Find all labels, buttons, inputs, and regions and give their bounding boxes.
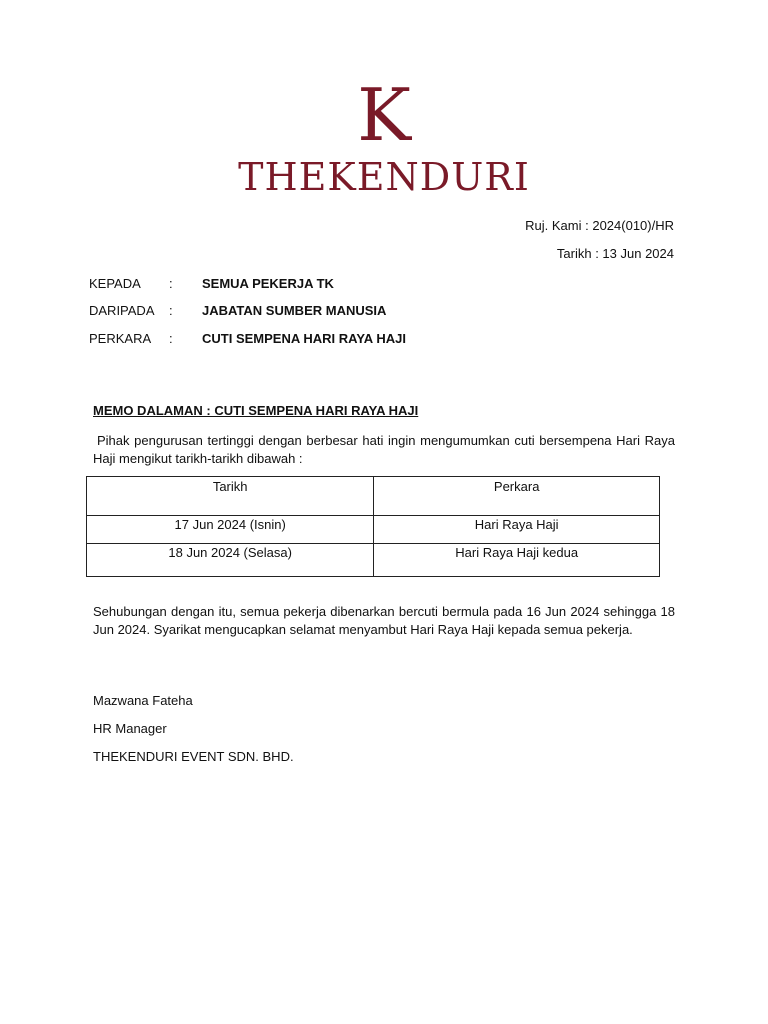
table-row <box>87 516 660 544</box>
field-label: KEPADA <box>89 276 141 291</box>
field-value: CUTI SEMPENA HARI RAYA HAJI <box>202 331 406 346</box>
field-separator: : <box>169 303 173 318</box>
signatory-name: Mazwana Fateha <box>93 693 193 708</box>
table-cell: 18 Jun 2024 (Selasa) <box>87 544 374 577</box>
field-label: PERKARA <box>89 331 152 346</box>
holiday-table <box>86 476 660 577</box>
table-cell: Hari Raya Haji kedua <box>374 544 660 577</box>
logo-wordmark: THEKENDURI <box>238 155 530 199</box>
table-row <box>87 544 660 577</box>
table-cell: 17 Jun 2024 (Isnin) <box>87 516 374 544</box>
memo-title: MEMO DALAMAN : CUTI SEMPENA HARI RAYA HAJI <box>93 403 419 418</box>
logo-monogram: K <box>357 74 411 157</box>
company-logo <box>234 74 534 206</box>
signatory-title: HR Manager <box>93 721 167 736</box>
table-header-perkara: Perkara <box>374 477 660 516</box>
field-label: DARIPADA <box>89 303 155 318</box>
body-paragraph: Sehubungan dengan itu, semua pekerja dibenarkan bercuti bermula pada 16 Jun 2024 sehingga 18 Jun 2024. Syarikat mengucapkan selamat menyambut Hari Raya Haji kepada semua pekerja. <box>93 604 675 637</box>
intro-paragraph: Pihak pengurusan tertinggi dengan berbesar hati ingin mengumumkan cuti bersempena Hari Raya Haji mengikut tarikh-tarikh dibawah : <box>93 433 675 466</box>
field-value: SEMUA PEKERJA TK <box>202 276 334 291</box>
table-cell: Hari Raya Haji <box>374 516 660 544</box>
memo-date: Tarikh : 13 Jun 2024 <box>556 246 674 261</box>
field-separator: : <box>169 276 173 291</box>
table-header-row <box>87 477 660 516</box>
reference-number: Ruj. Kami : 2024(010)/HR <box>525 218 674 233</box>
table-header-tarikh: Tarikh <box>87 477 374 516</box>
company-name: THEKENDURI EVENT SDN. BHD. <box>93 749 294 764</box>
field-separator: : <box>169 331 173 346</box>
field-value: JABATAN SUMBER MANUSIA <box>202 303 387 318</box>
